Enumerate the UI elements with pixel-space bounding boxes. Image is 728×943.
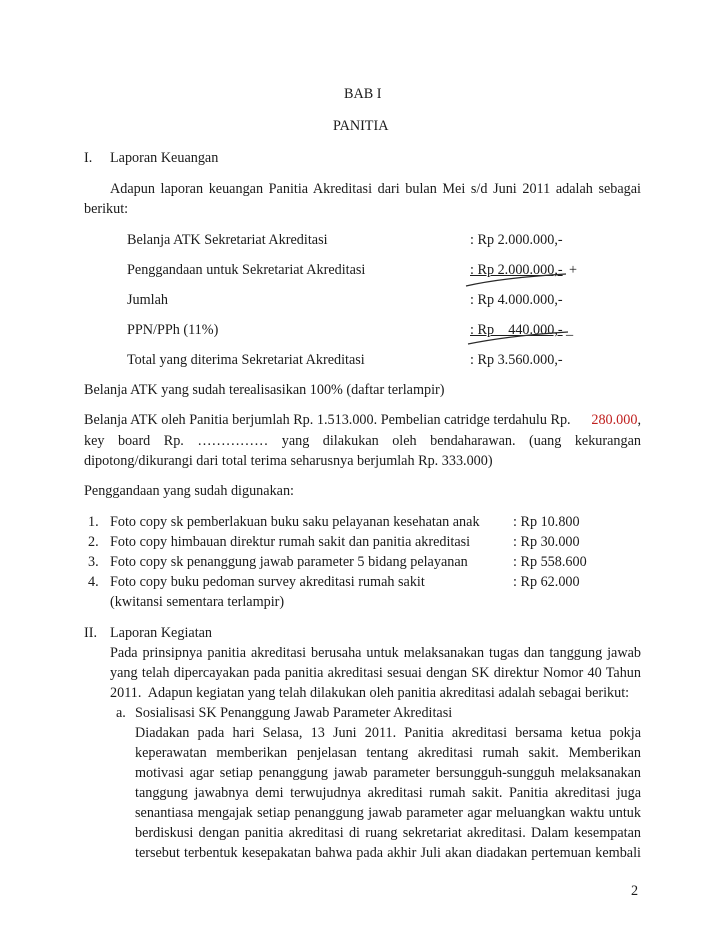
atk-line-1-comma: , — [637, 412, 641, 428]
list-text: Foto copy buku pedoman survey akreditasi rumah sakit — [110, 574, 425, 590]
copies-note: (kwitansi sementara terlampir) — [110, 594, 285, 610]
list-amount: : Rp 62.000 — [513, 574, 580, 590]
section-2-numeral: II. — [84, 625, 97, 641]
budget-label: Total yang diterima Sekretariat Akreditasi — [127, 352, 365, 368]
atk-line-2: key board Rp. …………… yang dilakukan oleh bendaharawan. (uang kekurangan — [84, 433, 641, 449]
sub-a-line: motivasi agar setiap penanggung jawab parameter bersungguh-sungguh melaksanakan — [135, 765, 641, 781]
budget-operator: _ — [566, 322, 574, 338]
budget-label: PPN/PPh (11%) — [127, 322, 219, 338]
atk-line-1 — [84, 412, 641, 429]
sub-a-letter: a. — [116, 705, 126, 721]
list-amount: : Rp 10.800 — [513, 514, 580, 530]
sub-a-line: tersebut terbentuk kesepakatan bahwa pada akhir Juli akan diadakan pertemuan kembali — [135, 845, 641, 861]
list-amount: : Rp 558.600 — [513, 554, 587, 570]
chapter-subtitle: PANITIA — [333, 118, 389, 134]
budget-label: Belanja ATK Sekretariat Akreditasi — [127, 232, 328, 248]
list-number: 2. — [88, 534, 99, 550]
section-1-heading: Laporan Keuangan — [110, 150, 219, 166]
intro-line-2: berikut: — [84, 201, 129, 217]
budget-amount: : Rp 3.560.000,- — [470, 352, 563, 368]
catridge-amount: 280.000 — [591, 412, 638, 428]
sub-a-line: keperawatan memberikan penjelasan tentang akreditasi rumah sakit. Memberikan — [135, 745, 641, 761]
sub-a-line: berdiskusi dengan panitia akreditasi di ruang sekretariat akreditasi. Dalam kesempatan — [135, 825, 641, 841]
page-number: 2 — [631, 883, 639, 899]
section-2-para-line: yang telah dipercayakan pada panitia akreditasi sesuai dengan SK direktur Nomor 40 Tahun — [110, 665, 641, 681]
handwritten-marks — [462, 266, 572, 346]
section-2-para-line: Pada prinsipnya panitia akreditasi berusaha untuk melaksanakan tugas dan tanggung jawab — [110, 645, 641, 661]
budget-amount: : Rp 440.000,- — [470, 322, 563, 338]
realized-note: Belanja ATK yang sudah terealisasikan 100% (daftar terlampir) — [84, 382, 445, 398]
sub-a-line: senantiasa mengajak setiap penanggung jawab parameter agar meluangkan waktu untuk — [135, 805, 641, 821]
list-number: 3. — [88, 554, 99, 570]
budget-label: Penggandaan untuk Sekretariat Akreditasi — [127, 262, 366, 278]
budget-operator: + — [569, 262, 578, 278]
section-1-numeral: I. — [84, 150, 93, 166]
atk-line-3: dipotong/dikurangi dari total terima seharusnya berjumlah Rp. 333.000) — [84, 453, 493, 469]
sub-a-title: Sosialisasi SK Penanggung Jawab Parameter Akreditasi — [135, 705, 453, 721]
used-heading: Penggandaan yang sudah digunakan: — [84, 483, 294, 499]
atk-line-1-tail — [591, 412, 641, 429]
atk-line-1-text: Belanja ATK oleh Panitia berjumlah Rp. 1.513.000. Pembelian catridge terdahulu Rp. — [84, 412, 571, 428]
sub-a-line: tanggung jawabnya demi terwujudnya akreditasi rumah sakit. Panitia akreditasi juga — [135, 785, 641, 801]
sub-a-line: Diadakan pada hari Selasa, 13 Juni 2011. Panitia akreditasi bersama ketua pokja — [135, 725, 641, 741]
budget-amount: : Rp 4.000.000,- — [470, 292, 563, 308]
chapter-title: BAB I — [344, 86, 382, 102]
list-text: Foto copy himbauan direktur rumah sakit dan panitia akreditasi — [110, 534, 471, 550]
budget-amount: : Rp 2.000.000,- — [470, 232, 563, 248]
section-2-para-line: 2011. Adapun kegiatan yang telah dilakukan oleh panitia akreditasi adalah sebagai berikut: — [110, 685, 630, 701]
list-number: 1. — [88, 514, 99, 530]
list-text: Foto copy sk penanggung jawab parameter 5 bidang pelayanan — [110, 554, 468, 570]
budget-label: Jumlah — [127, 292, 168, 308]
budget-amount: : Rp 2.000.000,- — [470, 262, 563, 278]
list-number: 4. — [88, 574, 99, 590]
list-amount: : Rp 30.000 — [513, 534, 580, 550]
intro-line-1: Adapun laporan keuangan Panitia Akreditasi dari bulan Mei s/d Juni 2011 adalah sebagai — [110, 181, 641, 197]
list-text: Foto copy sk pemberlakuan buku saku pelayanan kesehatan anak — [110, 514, 480, 530]
section-2-heading: Laporan Kegiatan — [110, 625, 213, 641]
